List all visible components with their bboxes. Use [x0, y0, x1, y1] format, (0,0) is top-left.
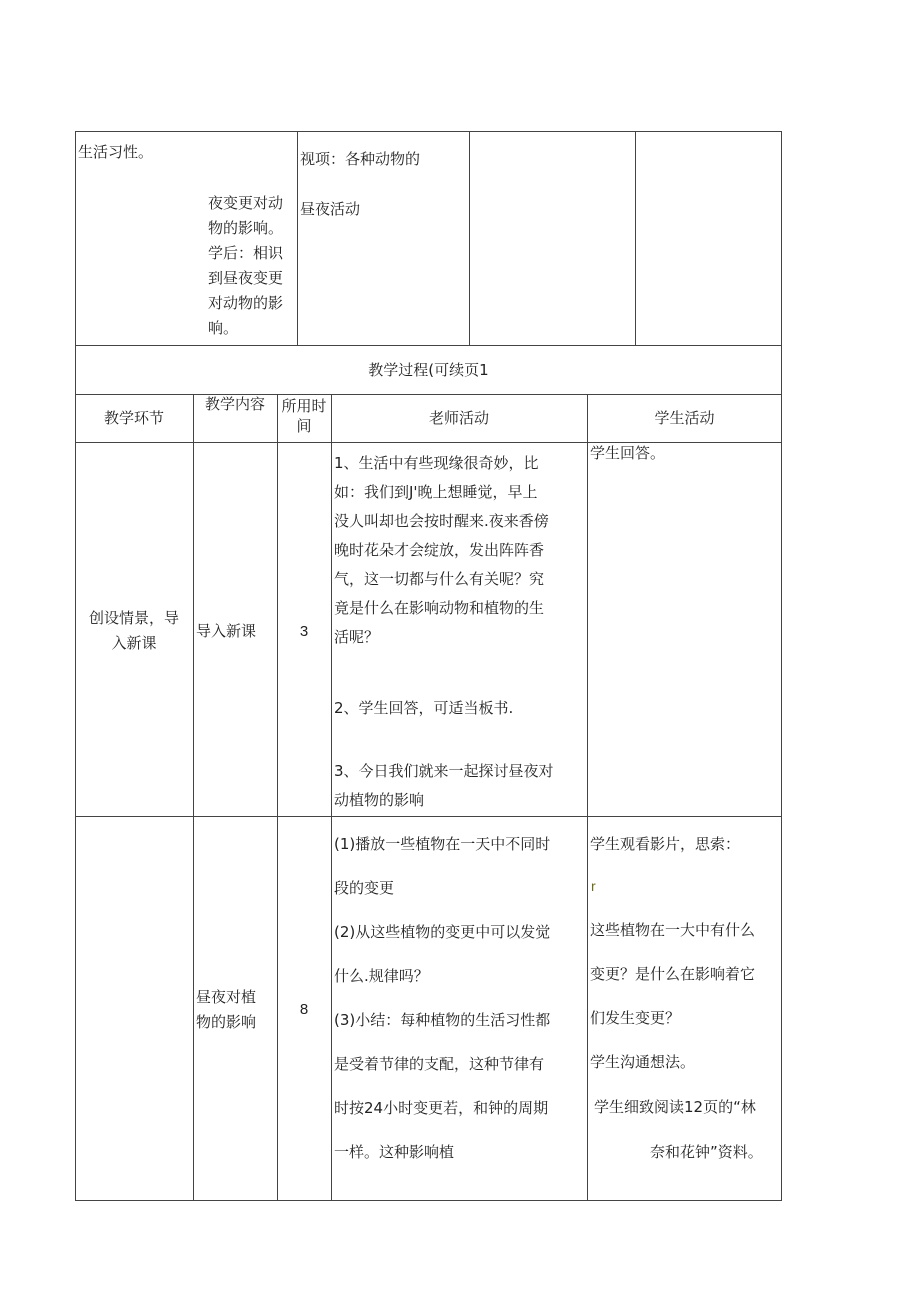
row2-time: 8 — [299, 1001, 309, 1018]
top-cell-text-b: 夜变更对动 物的影响。 学后：相识 到昼夜变更 对动物的影 响。 — [208, 194, 284, 337]
row2-student-step3: 学生细致阅读12页的“林 — [594, 1098, 756, 1116]
col-divider-4 — [587, 394, 588, 1201]
row2-student-mark: r — [591, 878, 596, 894]
row2-student-step4: 奈和花钟”资料。 — [650, 1143, 763, 1161]
row-separator — [75, 816, 782, 817]
row1-teacher-step1: 1、生活中有些现缘很奇妙，比 如：我们到J'晚上想睡觉，早上 没人叫却也会按时醒来.夜来香傍 晚时花朵才会绽放，发出阵阵香 气，这一切都与什么有关呢？究 竟是什么在影响动物和植物的生 活呢？ — [334, 454, 549, 646]
header-time: 所用时 间 — [281, 397, 327, 435]
row2-teacher: (1)播放一些植物在一天中不同时 段的变更 (2)从这些植物的变更中可以发觉 什么.规律吗？ (3)小结：每种植物的生活习性都 是受着节律的支配，这种节律有 时按24小时变更若，和钟的周期 一样。这种影响植 — [334, 835, 551, 1161]
header-content: 教学内容 — [204, 395, 265, 413]
header-student: 学生活动 — [654, 409, 715, 427]
row1-content: 导入新课 — [196, 622, 257, 640]
top-divider-3 — [635, 131, 636, 345]
header-phase: 教学环节 — [103, 409, 164, 427]
col-divider-2 — [277, 394, 278, 1201]
row1-student: 学生回答。 — [590, 444, 666, 462]
top-cell-text-a: 生活习性。 — [78, 143, 154, 161]
row2-student-step2: 这些植物在一大中有什么 变更？是什么在影响着它 们发生变更？ 学生沟通想法。 — [590, 921, 756, 1071]
header-teacher: 老师活动 — [428, 409, 489, 427]
section-title: 教学过程(可续页1 — [368, 361, 489, 379]
row1-teacher-step3: 3、今日我们就来一起探讨昼夜对 动植物的影响 — [334, 762, 554, 809]
top-divider-1 — [297, 131, 298, 345]
row1-phase: 创设情景，导 入新课 — [88, 609, 179, 652]
row2-student-step1: 学生观看影片，思索： — [590, 835, 741, 853]
row2-content: 昼夜对植 物的影响 — [196, 988, 257, 1031]
col-divider-1 — [193, 394, 194, 1201]
col-divider-3 — [331, 394, 332, 1201]
top-cell-video-text: 视项：各种动物的 昼夜活动 — [300, 150, 421, 218]
header-top — [75, 394, 782, 395]
section-title-top — [75, 345, 782, 346]
row1-time: 3 — [299, 623, 309, 640]
top-divider-2 — [469, 131, 470, 345]
row1-teacher-step2: 2、学生回答，可适当板书. — [334, 699, 514, 717]
